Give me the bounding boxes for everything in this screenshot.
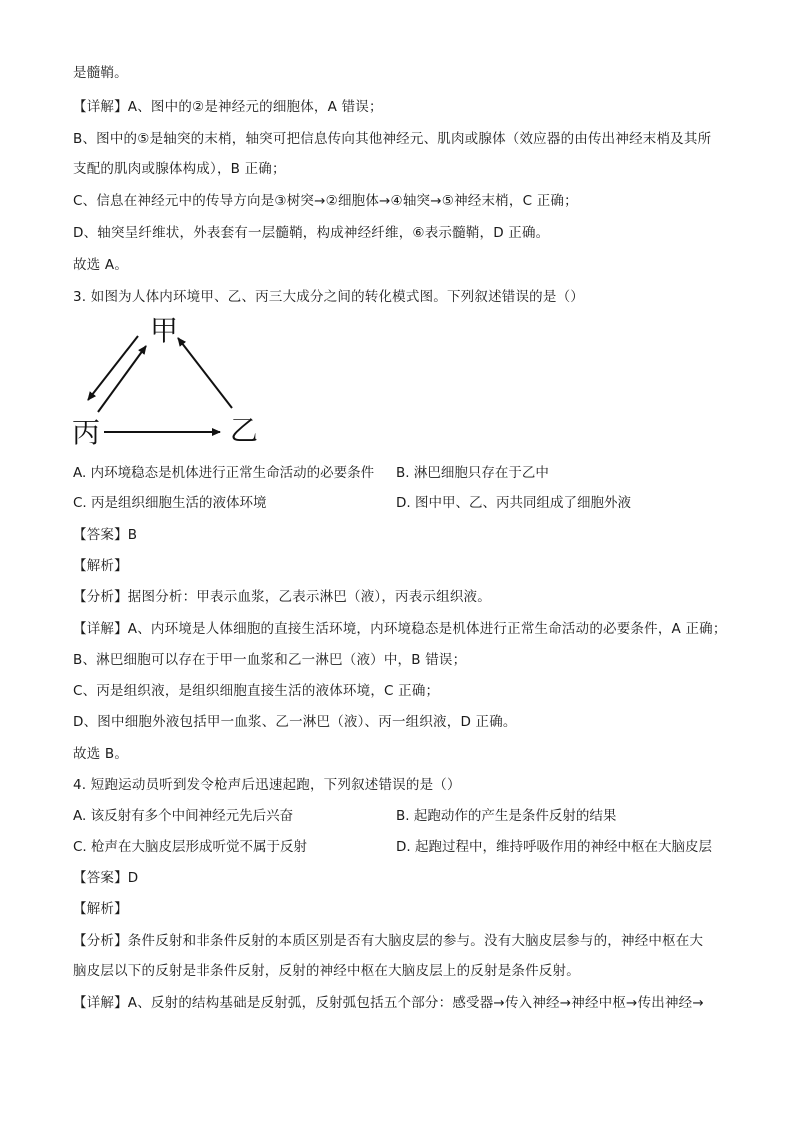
arrow-right-to-top bbox=[178, 338, 232, 408]
q4-answer: 【答案】D bbox=[73, 870, 139, 886]
q3-option-d: D. 图中甲、乙、丙共同组成了细胞外液 bbox=[396, 495, 631, 511]
q3-detail-line: 【详解】A、内环境是人体细胞的直接生活环境，内环境稳态是机体进行正常生命活动的必要条件，A 正确； bbox=[73, 621, 727, 637]
q4-analysis-heading: 【解析】 bbox=[73, 901, 128, 917]
q3-detail-line: D、图中细胞外液包括甲一血浆、乙一淋巴（液）、丙一组织液，D 正确。 bbox=[73, 714, 517, 730]
q3-answer: 【答案】B bbox=[73, 527, 138, 543]
q4-analysis-text: 【分析】条件反射和非条件反射的本质区别是否有大脑皮层的参与。没有大脑皮层参与的，神经中枢在大 bbox=[73, 933, 704, 949]
text-line: B、图中的⑤是轴突的末梢，轴突可把信息传向其他神经元、肌肉或腺体（效应器的由传出神经末梢及其所 bbox=[73, 131, 712, 147]
text-line: 故选 A。 bbox=[73, 257, 129, 273]
text-line: D、轴突呈纤维状，外表套有一层髓鞘，构成神经纤维，⑥表示髓鞘，D 正确。 bbox=[73, 225, 550, 241]
text-line: 【详解】A、图中的②是神经元的细胞体，A 错误； bbox=[73, 99, 383, 115]
text-line: 是髓鞘。 bbox=[73, 65, 128, 81]
q3-detail-line: C、丙是组织液，是组织细胞直接生活的液体环境，C 正确； bbox=[73, 683, 440, 699]
q3-option-b: B. 淋巴细胞只存在于乙中 bbox=[396, 465, 549, 481]
question-3: 3. 如图为人体内环境甲、乙、丙三大成分之间的转化模式图。下列叙述错误的是（） bbox=[73, 289, 584, 305]
q4-option-b: B. 起跑动作的产生是条件反射的结果 bbox=[396, 808, 617, 824]
q3-detail-line: B、淋巴细胞可以存在于甲一血浆和乙一淋巴（液）中，B 错误； bbox=[73, 652, 467, 668]
diagram-label-left: 丙 bbox=[72, 416, 101, 449]
question-4: 4. 短跑运动员听到发令枪声后迅速起跑，下列叙述错误的是（） bbox=[73, 777, 461, 793]
q4-option-d: D. 起跑过程中，维持呼吸作用的神经中枢在大脑皮层 bbox=[396, 839, 712, 855]
q3-option-a: A. 内环境稳态是机体进行正常生命活动的必要条件 bbox=[73, 465, 375, 481]
text-line: C、信息在神经元中的传导方向是③树突→②细胞体→④轴突→⑤神经末梢，C 正确； bbox=[73, 193, 578, 209]
q3-analysis-heading: 【解析】 bbox=[73, 558, 128, 574]
diagram-label-right: 乙 bbox=[230, 414, 259, 447]
q4-analysis-text: 脑皮层以下的反射是非条件反射，反射的神经中枢在大脑皮层上的反射是条件反射。 bbox=[73, 963, 580, 979]
transformation-diagram bbox=[60, 312, 280, 452]
q4-detail-line: 【详解】A、反射的结构基础是反射弧，反射弧包括五个部分：感受器→传入神经→神经中枢→传出神经→ bbox=[73, 995, 704, 1011]
q4-option-a: A. 该反射有多个中间神经元先后兴奋 bbox=[73, 808, 294, 824]
q3-option-c: C. 丙是组织细胞生活的液体环境 bbox=[73, 495, 267, 511]
q4-option-c: C. 枪声在大脑皮层形成听觉不属于反射 bbox=[73, 839, 308, 855]
q3-choice: 故选 B。 bbox=[73, 746, 129, 762]
q3-analysis-text: 【分析】据图分析：甲表示血浆，乙表示淋巴（液），丙表示组织液。 bbox=[73, 589, 491, 605]
text-line: 支配的肌肉或腺体构成），B 正确； bbox=[73, 161, 286, 177]
diagram-label-top: 甲 bbox=[150, 314, 179, 347]
